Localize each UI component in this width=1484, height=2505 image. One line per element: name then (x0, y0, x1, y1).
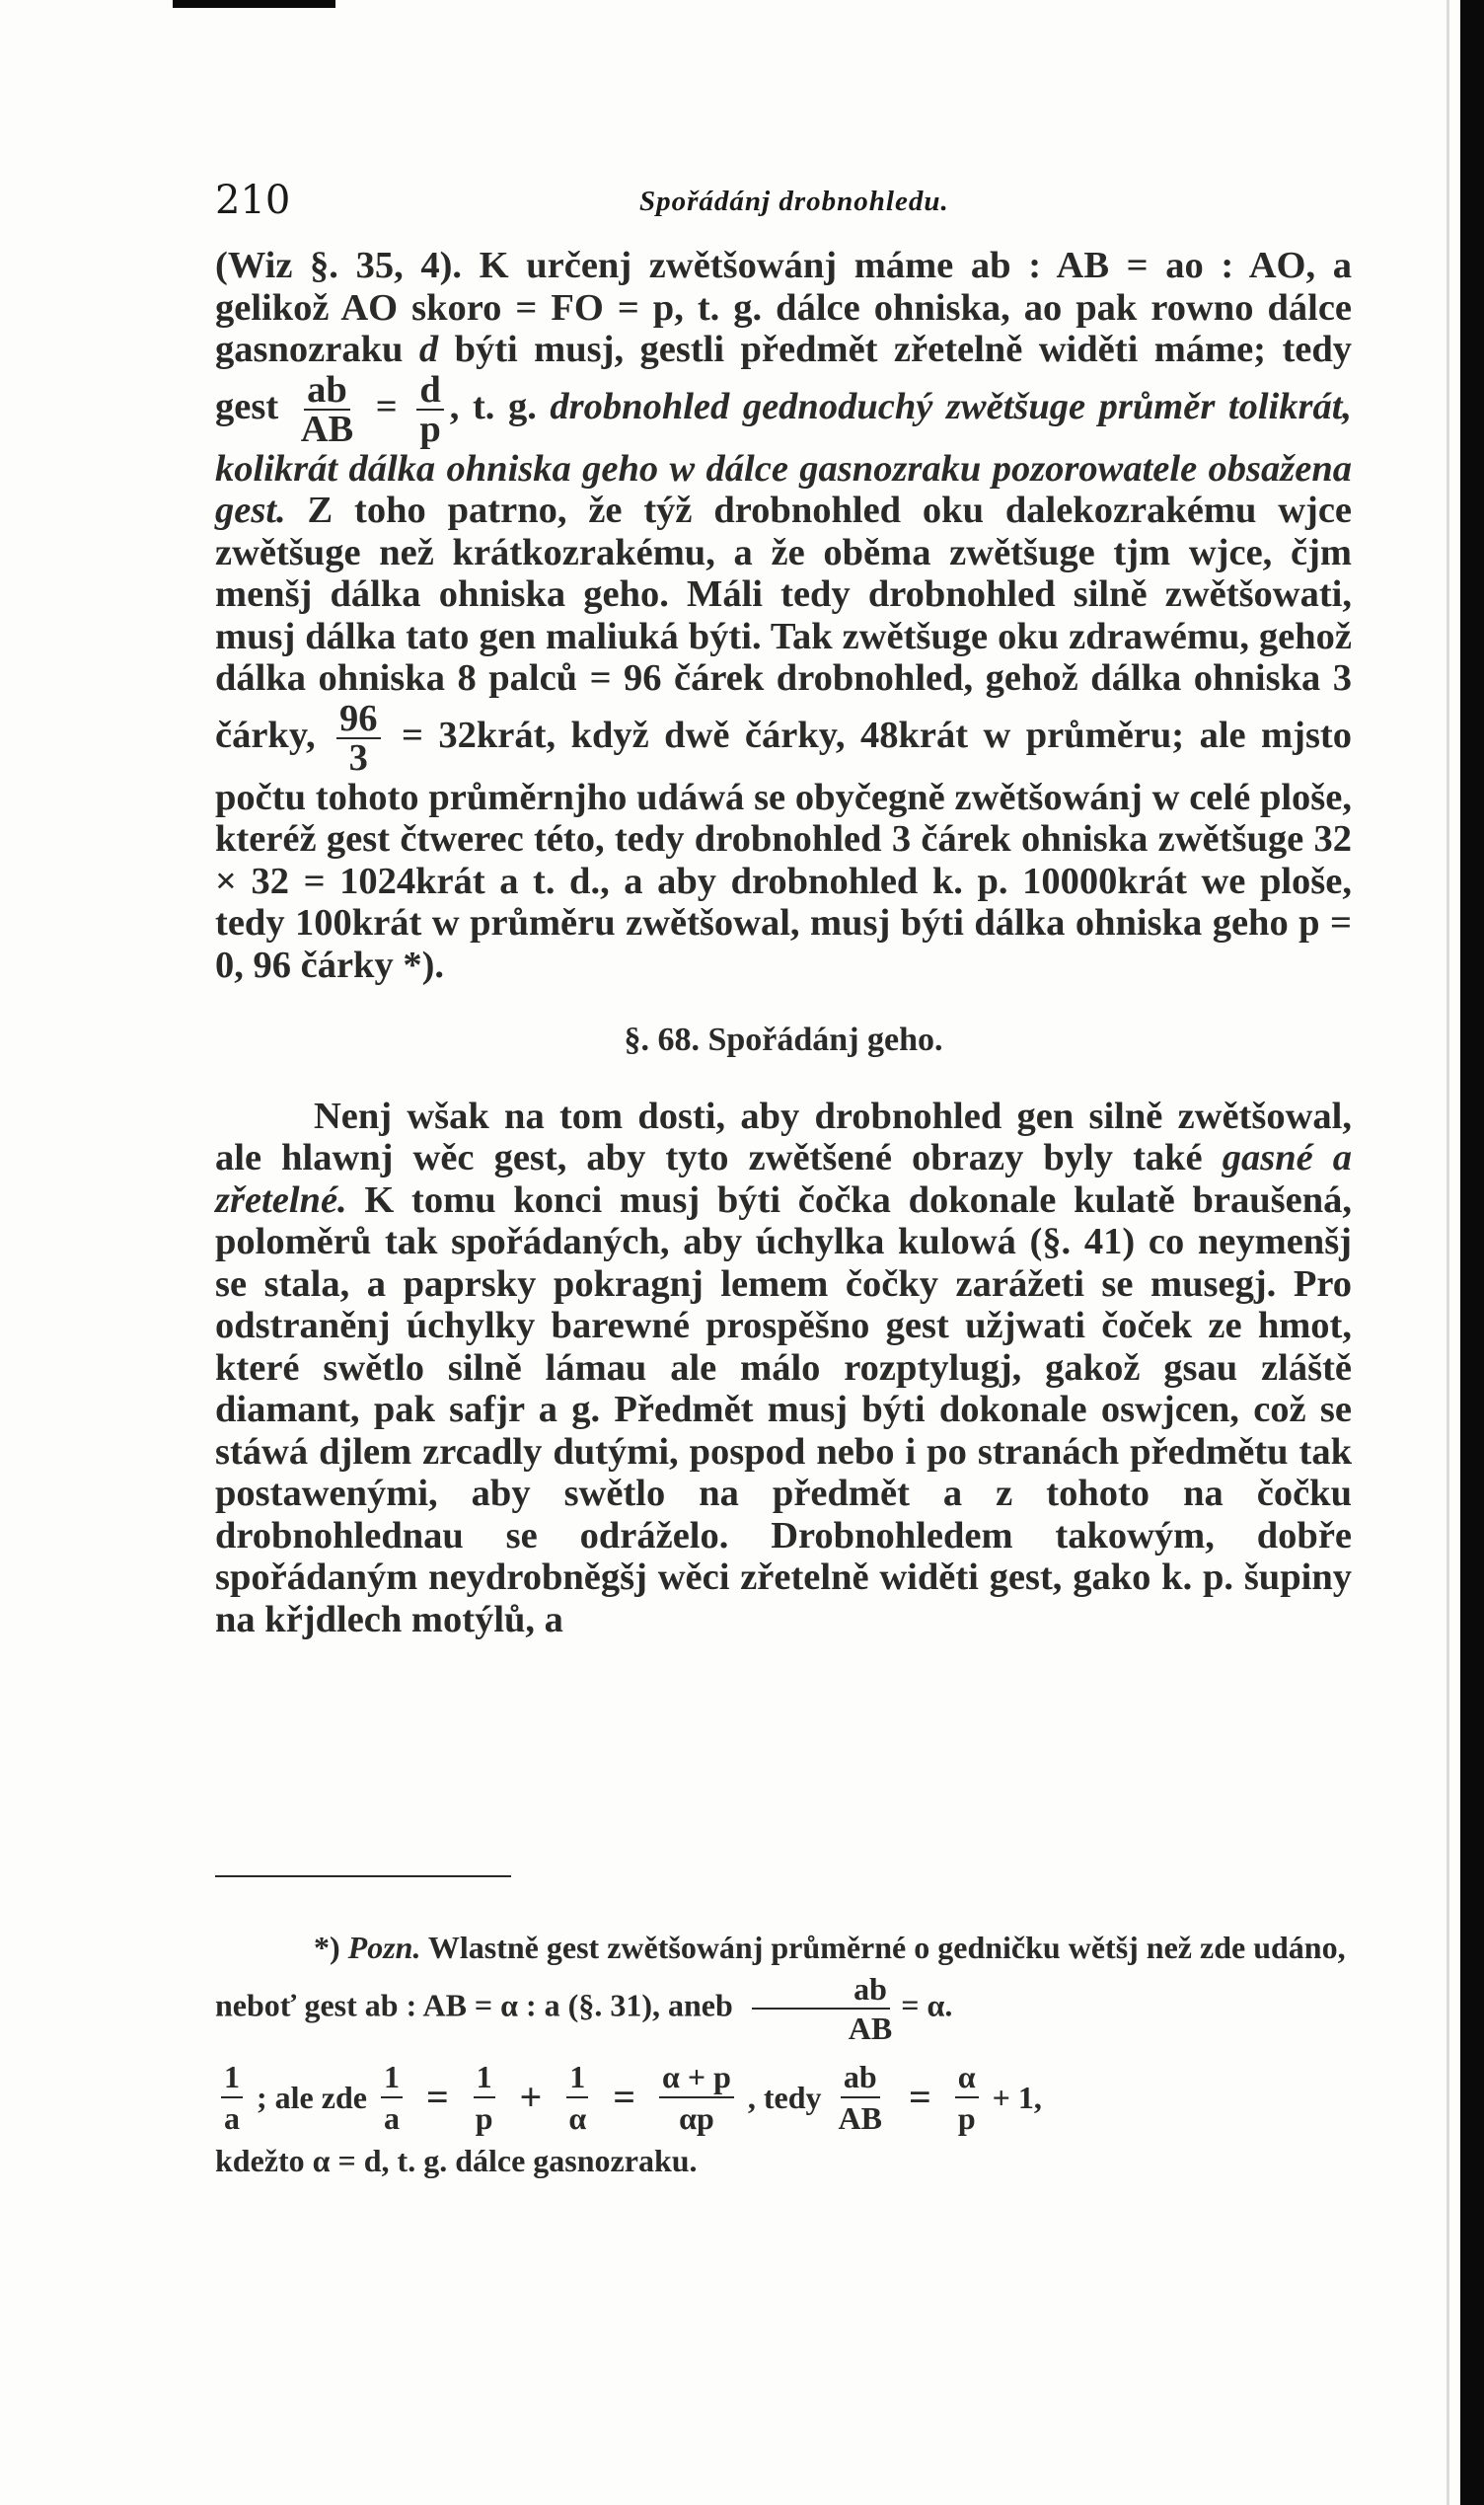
footnote-para (215, 1925, 1352, 2047)
footnote (215, 1925, 1352, 2183)
text-run: K tomu konci musj býti čočka dokonale kulatě braušená, poloměrů tak spořádaných, aby úchylka kulowá (§. 41) co neymenšj se stala, a paprsky pokragnj lemem čočky zarážeti se musegj. Pro odstraněnj úchylky barewné prospěšno gest užjwati čoček ze hmot, které swětlo silně lámau ale málo rozptylugj, gakož gsau zláště diamant, pak safjr a g. Předmět musj býti dokonale oswjcen, což se stáwá djlem zrcadly dutými, pospod nebo i po stranách předmětu tak postawenými, aby swětlo na předmět a z tohoto na čočku drobnohlednau se odráželo. Drobnohledem takowým, dobře spořádaným neydrobněgšj wěci zřetelně widěti gest, gako k. p. šupiny na křjdlech motýlů, a (215, 1178, 1352, 1640)
fraction-denominator: AB (300, 408, 354, 450)
fraction-numerator: α (955, 2057, 979, 2098)
main-text (215, 245, 1352, 1640)
fraction-numerator: 96 (336, 700, 381, 739)
fraction-numerator: ab (304, 371, 350, 411)
fraction-ab-AB (298, 368, 356, 450)
text-run: ; ale zde (257, 2080, 367, 2115)
text-run: , tedy (747, 2080, 822, 2115)
text-run: býti musj, gestli předmět zřetelně widěti máme; tedy gest (215, 329, 1353, 427)
text-run: (Wiz §. 35, 4). K určenj zwětšowánj máme ab : AB = ao : AO, a gelikož AO skoro = FO = p, t. g. dálce ohniska, ao pak rowno dálce gasnozraku (215, 245, 1352, 370)
fraction-numerator: α + p (659, 2057, 734, 2098)
fraction-denominator: p (957, 2100, 976, 2136)
scan-edge-tab (173, 0, 335, 8)
fraction-numerator: ab (841, 2057, 880, 2098)
fraction (955, 2057, 979, 2138)
section-heading: §. 68. Spořádánj geho. (624, 1022, 943, 1058)
fraction-d-p (416, 368, 443, 450)
plus-sign: + (519, 2075, 543, 2119)
fraction-numerator: 1 (566, 2057, 588, 2098)
italic-word: a (1332, 1137, 1353, 1178)
fraction-denominator: a (224, 2100, 240, 2136)
fraction-denominator: p (419, 408, 441, 450)
fraction-denominator: p (475, 2100, 493, 2136)
fraction-numerator: 1 (221, 2057, 243, 2098)
running-title: Spořádánj drobnohledu. (639, 186, 949, 217)
footnote-rule (215, 1875, 511, 1877)
fraction-denominator: AB (838, 2100, 882, 2136)
text-run: Wlastně gest zwětšowánj průměrné o gedničku wětšj než zde udáno, neboť gest ab : AB = α : a (§. 31), aneb (215, 1930, 1346, 2023)
footnote-lead: Pozn. (347, 1930, 421, 1965)
equals-sign: = (375, 385, 398, 427)
text-run: Z toho patrno, že týž drobnohled oku dalekozrakému wjce zwětšuge než krátkozrakému, a že oběma zwětšuge tjm wjce, čjm menšj dálka ohniska geho. Máli tedy drobnohled silně zwětšowati, musj dálka tato gen maliuká býti. Tak zwětšuge oku zdrawému, gehož dálka ohniska 8 palců = 96 čárek drobnohled, gehož dálka ohniska 3 čárky, (215, 490, 1353, 756)
variable-d: d (418, 329, 439, 370)
text-run: = 32krát, když dwě čárky, 48krát w průměru; ale mjsto počtu tohoto průměrnjho udáwá se obyčegně zwětšowánj w celé ploše, kteréž gest čtwerec této, tedy drobnohled 3 čárek ohniska zwětšuge 32 × 32 = 1024krát a t. d., a aby drobnohled k. p. 10000krát we ploše, tedy 100krát w průměru zwětšowal, musj býti dálka ohniska geho p = 0, 96 čárky *). (215, 714, 1352, 986)
fraction (565, 2057, 589, 2138)
scan-border (1460, 0, 1484, 2505)
italic-word: gasné (1222, 1137, 1313, 1178)
equals-sign: = (613, 2075, 635, 2119)
footnote-last-line: kdežto α = d, t. g. dálce gasnozraku. (215, 2143, 698, 2178)
italic-word: zřetelné. (215, 1178, 347, 1221)
fraction-denominator: 3 (348, 736, 368, 779)
text-run: = α. (901, 1987, 953, 2023)
fraction-denominator: AB (848, 2011, 893, 2046)
page-number: 210 (215, 178, 291, 223)
fraction (836, 2057, 885, 2138)
fraction-numerator: 1 (381, 2057, 403, 2098)
italic-statement: drobnohled gednoduchý zwětšuge průměr tolikrát, kolikrát dálka ohniska geho w dálce gasnozraku pozorowatele obsažena gest. (215, 385, 1353, 531)
text-run: Nenj wšak na tom dosti, aby drobnohled gen silně zwětšowal, ale hlawnj wěc gest, aby tyto zwětšené obrazy byly také (215, 1095, 1352, 1178)
text-run: + 1, (992, 2080, 1042, 2115)
fraction (381, 2057, 403, 2138)
equals-sign: = (425, 2075, 449, 2119)
fraction-numerator: ab (752, 1970, 890, 2010)
fraction (221, 2057, 243, 2138)
fraction-96-3 (336, 697, 381, 779)
fraction-ab-AB (747, 1970, 895, 2047)
page-header (215, 178, 1350, 227)
paragraph-2 (215, 1096, 1352, 1641)
equals-sign: = (909, 2075, 931, 2119)
fraction (473, 2057, 496, 2138)
footnote-equation (215, 2057, 1352, 2138)
fraction-denominator: a (383, 2100, 400, 2136)
footnote-mark: *) (314, 1930, 340, 1965)
fraction-denominator: αp (679, 2100, 714, 2136)
fraction (659, 2057, 734, 2138)
fraction-denominator: α (568, 2100, 587, 2136)
page-edge-line (1447, 0, 1449, 2505)
fraction-numerator: 1 (474, 2057, 495, 2098)
text-run: , t. g. (449, 385, 537, 427)
paragraph-1 (215, 245, 1352, 986)
fraction-numerator: d (416, 371, 443, 411)
